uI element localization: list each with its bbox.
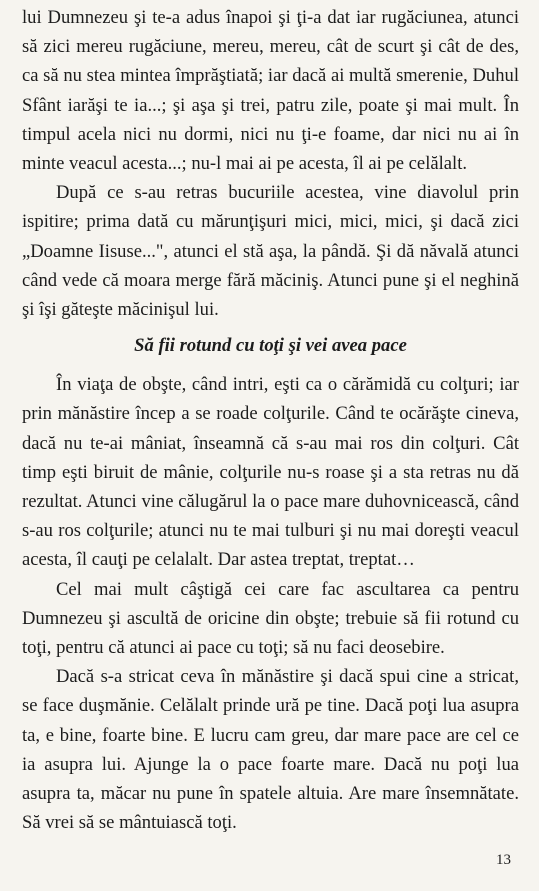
section-heading: Să fii rotund cu toţi şi vei avea pace — [134, 335, 407, 357]
paragraph-viata-de-obste: În viaţa de obşte, când intri, eşti ca o cărămidă cu colţuri; iar prin mănăstire încep a se roade colţurile. Când te ocărăşte cineva, dacă nu te-ai mâniat, înseamnă că s-au mai ros din colţuri. Cât timp eşti biruit de mânie, colţurile nu-s roase şi a sta retras nu dă rezultat. Atunci vine călugărul la o pace mare duhovnicească, când s-au ros colţurile; atunci nu te mai tulburi şi nu mai doreşti veacul acesta, îl cauţi pe celalalt. Dar astea treptat, treptat… — [22, 374, 519, 571]
paragraph-continued: lui Dumnezeu şi te-a adus înapoi şi ţi-a dat iar rugăciunea, atunci să zici mereu rugăciune, mereu, mereu, cât de scurt şi cât de des, ca să nu stea mintea împrăştiată; iar dacă ai multă smerenie, Duhul Sfânt iarăşi te ia...; şi aşa şi trei, patru zile, poate şi mai mult. În timpul acela nici nu dormi, nici nu ţi-e foame, dar nici nu ai în minte veacul acesta...; nu-l mai ai pe acesta, îl ai pe celălalt. — [22, 7, 519, 175]
paragraph-dusmanie: Dacă s-a stricat ceva în mănăstire şi dacă spui cine a stricat, se face duşmănie. Celălalt prinde ură pe tine. Dacă poţi lua asupra ta, e bine, foarte bine. E lucru cam greu, dar mare pace are cel ce ia asupra lui. Ajunge la o pace foarte mare. Dacă nu poţi lua asupra ta, măcar nu pune în spatele altuia. Are mare însemnătate. Să vrei să se mântuiască toţi. — [22, 666, 519, 834]
paragraph-ascultare: Cel mai mult câştigă cei care fac ascultarea ca pentru Dumnezeu şi ascultă de oricine din obşte; trebuie să fii rotund cu toţi, pentru că atunci ai pace cu toţi; să nu faci deosebire. — [22, 578, 519, 659]
paragraph-diavolul: După ce s-au retras bucuriile acestea, vine diavolul prin ispitire; prima dată cu mărunţişuri mici, mici, mici, şi dacă zici „Doamne Iisuse...", atunci el stă aşa, la pândă. Şi dă năvală atunci când vede că moara merge fără măciniş. Atunci pune şi el neghină şi îşi găteşte măcinişul lui. — [22, 182, 519, 321]
page-number: 13 — [496, 852, 511, 868]
